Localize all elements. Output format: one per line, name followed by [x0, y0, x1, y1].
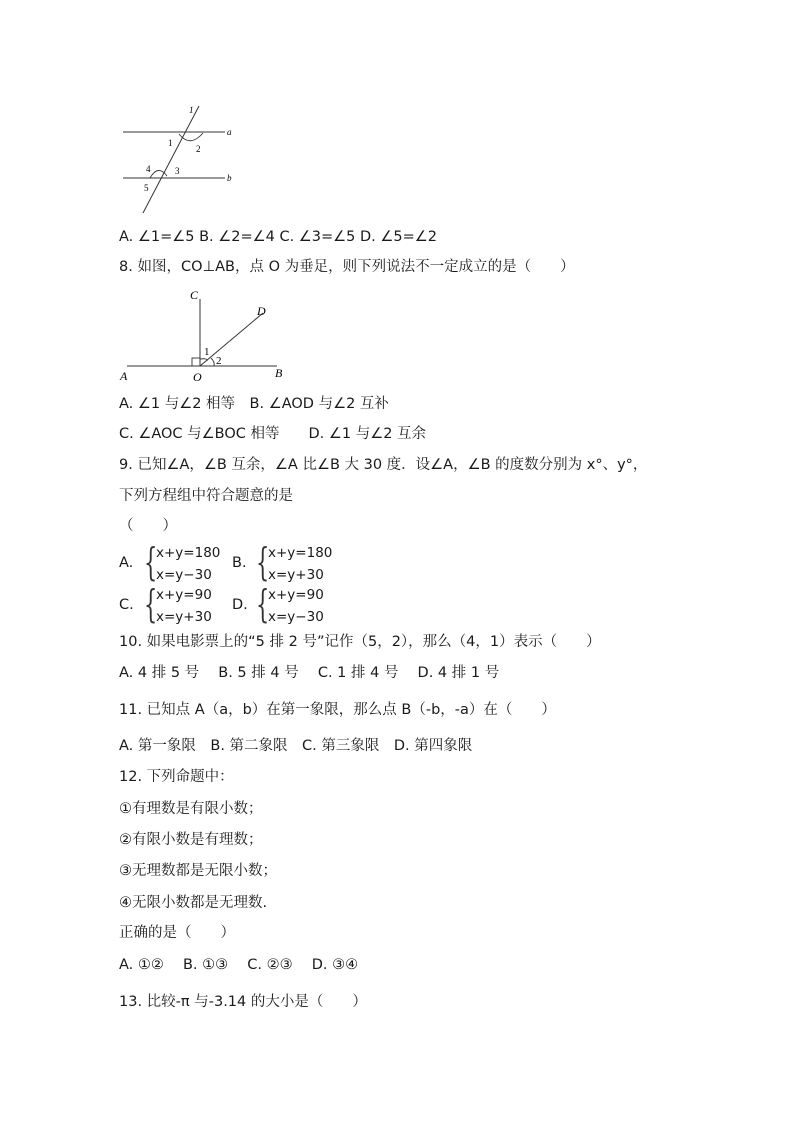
label-2: 2: [196, 144, 201, 154]
q9-c-eq2: x=y+30: [156, 609, 212, 625]
q12-item2: ②有限小数是有理数；: [119, 832, 263, 848]
q7-options: A. ∠1=∠5 B. ∠2=∠4 C. ∠3=∠5 D. ∠5=∠2: [119, 229, 437, 245]
brace-icon: {: [256, 540, 270, 584]
q9-d-eq2: x=y−30: [268, 609, 324, 625]
q9-stem: 9. 已知∠A，∠B 互余，∠A 比∠B 大 30 度．设∠A，∠B 的度数分别为 x°、y°，: [119, 457, 648, 473]
q9-b-eq2: x=y+30: [268, 567, 324, 583]
brace-icon: {: [256, 582, 270, 626]
label-a: A: [120, 369, 128, 383]
q12-item3: ③无理数都是无限小数；: [119, 863, 277, 879]
q9-c-eq1: x+y=90: [156, 587, 212, 603]
q9-option-c-label: C.: [119, 597, 134, 613]
q12-stem: 12. 下列命题中：: [119, 769, 234, 785]
label-b: B: [275, 366, 283, 380]
perpendicular-figure: [115, 285, 295, 385]
transversal-line: [143, 106, 199, 213]
angle-arc-2: [211, 358, 214, 366]
label-a: a: [227, 127, 232, 137]
q12-options: A. ①② B. ①③ C. ②③ D. ③④: [119, 957, 359, 973]
label-d: D: [257, 304, 266, 318]
label-b: b: [227, 173, 232, 183]
label-1: 1: [168, 138, 173, 148]
q9-paren: （ ）: [119, 518, 177, 534]
q8-options-line2: C. ∠AOC 与∠BOC 相等 D. ∠1 与∠2 互余: [119, 426, 427, 442]
brace-icon: {: [144, 582, 158, 626]
q8-stem: 8. 如图，CO⊥AB，点 O 为垂足，则下列说法不一定成立的是（ ）: [119, 259, 575, 275]
right-angle-mark: [192, 358, 200, 366]
q11-stem: 11. 已知点 A（a，b）在第一象限，那么点 B（-b，-a）在（ ）: [119, 702, 556, 718]
label-3: 3: [175, 166, 180, 176]
label-o: O: [193, 370, 202, 384]
q10-options: A. 4 排 5 号 B. 5 排 4 号 C. 1 排 4 号 D. 4 排 1 号: [119, 665, 500, 681]
q12-ask: 正确的是（ ）: [119, 925, 235, 941]
q9-d-eq1: x+y=90: [268, 587, 324, 603]
q9-a-eq1: x+y=180: [156, 545, 221, 561]
label-5: 5: [144, 183, 149, 193]
label-1-top: 1: [189, 105, 194, 115]
q9-stem2: 下列方程组中符合题意的是: [119, 488, 293, 504]
label-4: 4: [146, 164, 151, 174]
q9-option-d-label: D.: [232, 597, 248, 613]
q13-stem: 13. 比较-π 与-3.14 的大小是（ ）: [119, 994, 367, 1010]
label-n1: 1: [204, 346, 210, 358]
q12-item4: ④无限小数都是无理数.: [119, 895, 268, 911]
q8-options-line1: A. ∠1 与∠2 相等 B. ∠AOD 与∠2 互补: [119, 396, 389, 412]
label-c: C: [190, 288, 199, 302]
q12-item1: ①有理数是有限小数；: [119, 801, 263, 817]
parallel-lines-figure: [115, 100, 245, 215]
q11-options: A. 第一象限 B. 第二象限 C. 第三象限 D. 第四象限: [119, 738, 473, 754]
q10-stem: 10. 如果电影票上的“5 排 2 号”记作（5，2），那么（4，1）表示（ ）: [119, 634, 601, 650]
ray-od: [200, 313, 263, 366]
q9-option-b-label: B.: [232, 555, 247, 571]
brace-icon: {: [144, 540, 158, 584]
label-n2: 2: [216, 355, 222, 367]
q9-option-a-label: A.: [119, 555, 134, 571]
q9-b-eq1: x+y=180: [268, 545, 333, 561]
q9-a-eq2: x=y−30: [156, 567, 212, 583]
